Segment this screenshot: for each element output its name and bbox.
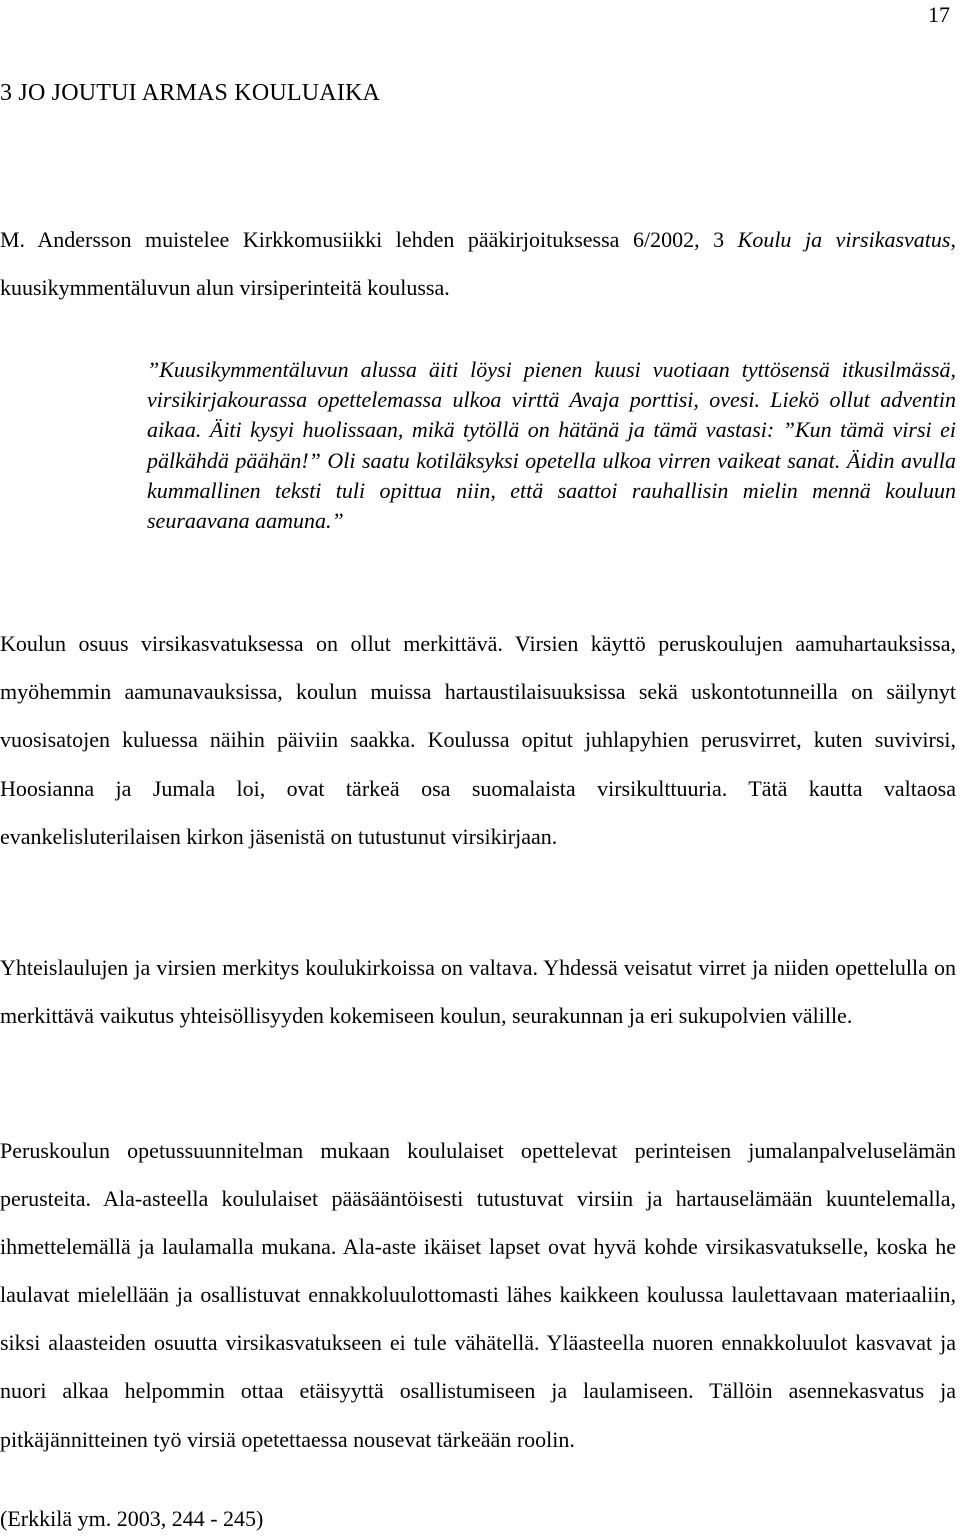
intro-paragraph bbox=[0, 216, 956, 312]
body-paragraph-2: Yhteislaulujen ja virsien merkitys koulukirkoissa on valtava. Yhdessä veisatut virret ja niiden opettelulla on merkittävä vaikutus yhteisöllisyyden kokemiseen koulun, seurakunnan ja eri sukupolvien välille. bbox=[0, 955, 956, 1029]
intro-italic-title: Koulu ja virsikasvatus bbox=[737, 227, 951, 252]
block-quote: ”Kuusikymmentäluvun alussa äiti löysi pienen kuusi vuotiaan tyttösensä itkusilmässä, virsikirjakourassa opettelemassa ulkoa virttä Avaja porttisi, ovesi. Liekö ollut adventin aikaa. Äiti kysyi huolissaan, mikä tytöllä on hätänä ja tämä vastasi: ”Kun tämä virsi ei pälkähdä päähän!” Oli saatu kotiläksyksi opetella ulkoa virren vaikeat sanat. Äidin avulla kummallinen teksti tuli opittua niin, että saattoi rauhallisin mielin mennä kouluun seuraavana aamuna.” bbox=[147, 357, 956, 534]
citation: (Erkkilä ym. 2003, 244 - 245) bbox=[0, 1506, 264, 1531]
intro-text-after: , kuusikymmentäluvun alun virsiperinteitä koulussa. bbox=[0, 227, 956, 300]
intro-text-before: M. Andersson muistelee Kirkkomusiikki lehden pääkirjoituksessa 6/2002, 3 bbox=[0, 227, 738, 252]
page-number: 17 bbox=[928, 2, 950, 27]
body-paragraph-1: Koulun osuus virsikasvatuksessa on ollut merkittävä. Virsien käyttö peruskoulujen aamuhartauksissa, myöhemmin aamunavauksissa, koulun muissa hartaustilaisuuksissa sekä uskontotunneilla on säilynyt vuosisatojen kuluessa näihin päiviin saakka. Koulussa opitut juhlapyhien perusvirret, kuten suvivirsi, Hoosianna ja Jumala loi, ovat tärkeä osa suomalaista virsikulttuuria. Tätä kautta valtaosa evankelisluterilaisen kirkon jäsenistä on tutustunut virsikirjaan. bbox=[0, 631, 956, 849]
chapter-heading: 3 JO JOUTUI ARMAS KOULUAIKA bbox=[0, 80, 381, 106]
body-paragraph-3: Peruskoulun opetussuunnitelman mukaan koululaiset opettelevat perinteisen jumalanpalveluselämän perusteita. Ala-asteella koululaiset pääsääntöisesti tutustuvat virsiin ja hartauselämään kuuntelemalla, ihmettelemällä ja laulamalla mukana. Ala-aste ikäiset lapset ovat hyvä kohde virsikasvatukselle, koska he laulavat mielellään ja osallistuvat ennakkoluulottomasti lähes kaikkeen koulussa laulettavaan materiaaliin, siksi alaasteiden osuutta virsikasvatukseen ei tule vähätellä. Yläasteella nuoren ennakkoluulot kasvavat ja nuori alkaa helpommin ottaa etäisyyttä osallistumiseen ja laulamiseen. Tällöin asennekasvatus ja pitkäjännitteinen työ virsiä opetettaessa nousevat tärkeään roolin. bbox=[0, 1138, 956, 1452]
